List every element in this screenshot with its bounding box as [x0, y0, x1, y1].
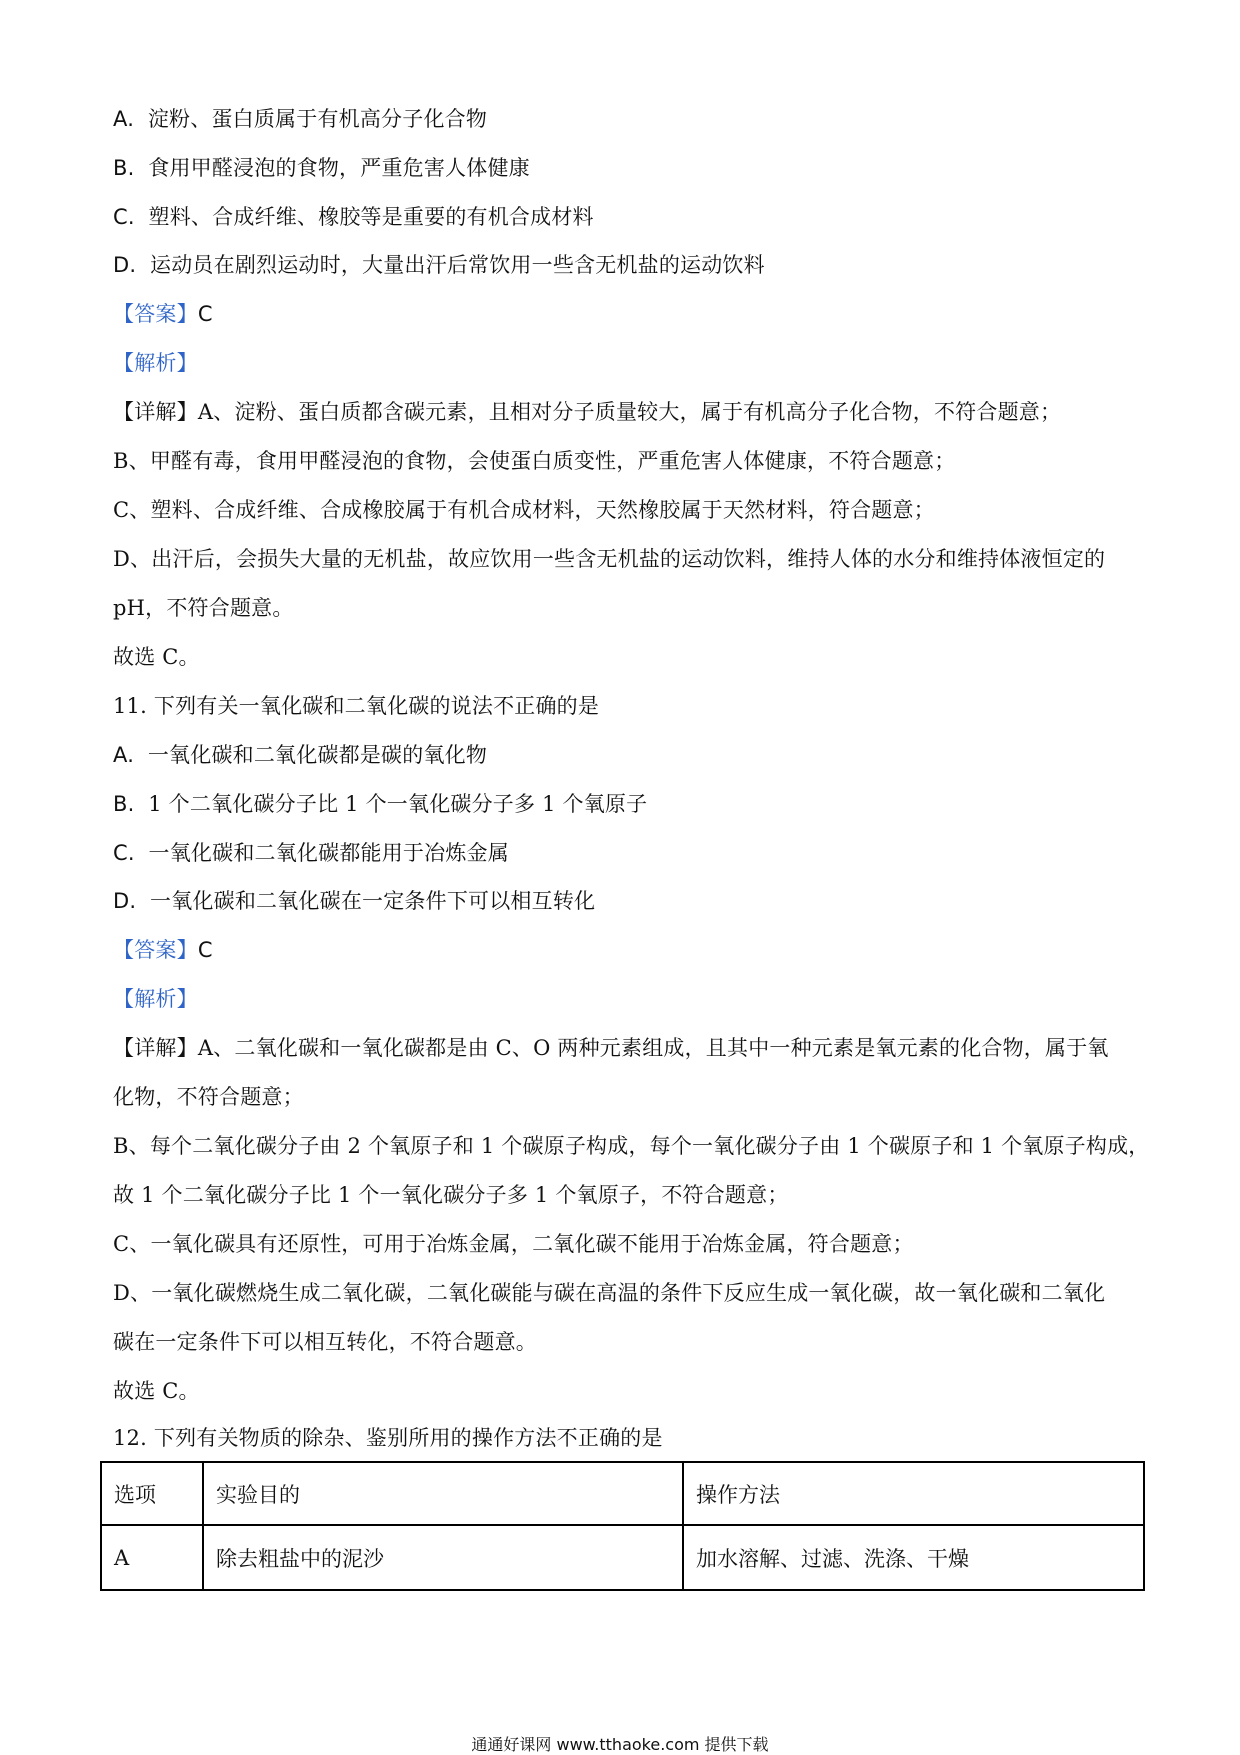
table-cell: 加水溶解、过滤、洗涤、干燥	[683, 1525, 1144, 1590]
q10-detail-line-5: pH，不符合题意。	[113, 596, 294, 620]
table-header-cell: 操作方法	[683, 1462, 1144, 1525]
q10-conclusion: 故选 C。	[113, 645, 200, 669]
table-cell: 除去粗盐中的泥沙	[203, 1525, 683, 1590]
q10-detail-line-4: D、出汗后，会损失大量的无机盐，故应饮用一些含无机盐的运动饮料，维持人体的水分和维持体液恒定的	[113, 547, 1106, 571]
q11-detail-line-5: C、一氧化碳具有还原性，可用于冶炼金属，二氧化碳不能用于冶炼金属，符合题意；	[113, 1232, 914, 1256]
answer-tag: 【答案】	[113, 302, 198, 326]
q10-option-d: D. 运动员在剧烈运动时，大量出汗后常饮用一些含无机盐的运动饮料	[113, 253, 765, 277]
q11-analysis-tag: 【解析】	[113, 987, 198, 1011]
table-header-row	[101, 1462, 1144, 1525]
q11-detail-line-3: B、每个二氧化碳分子由 2 个氧原子和 1 个碳原子构成，每个一氧化碳分子由 1 个碳原子和 1 个氧原子构成，	[113, 1134, 1150, 1158]
q11-option-c: C. 一氧化碳和二氧化碳都能用于冶炼金属	[113, 841, 509, 865]
q10-option-c: C. 塑料、合成纤维、橡胶等是重要的有机合成材料	[113, 205, 594, 229]
q11-answer: 【答案】C	[113, 938, 213, 962]
page-footer: 通通好课网 www.tthaoke.com 提供下载	[471, 1735, 769, 1754]
q10-option-a: A. 淀粉、蛋白质属于有机高分子化合物	[113, 107, 488, 131]
q11-option-d: D. 一氧化碳和二氧化碳在一定条件下可以相互转化	[113, 889, 596, 913]
q11-conclusion: 故选 C。	[113, 1379, 200, 1403]
q10-detail-line-2: B、甲醛有毒，食用甲醛浸泡的食物，会使蛋白质变性，严重危害人体健康，不符合题意；	[113, 449, 956, 473]
q11-stem: 11. 下列有关一氧化碳和二氧化碳的说法不正确的是	[113, 694, 600, 718]
q10-detail-line-1: 【详解】A、淀粉、蛋白质都含碳元素，且相对分子质量较大，属于有机高分子化合物，不符合题意；	[113, 400, 1062, 424]
q11-detail-line-1: 【详解】A、二氧化碳和一氧化碳都是由 C、O 两种元素组成，且其中一种元素是氧元素的化合物，属于氧	[113, 1036, 1109, 1060]
table-cell: A	[101, 1525, 203, 1590]
q11-detail-line-7: 碳在一定条件下可以相互转化，不符合题意。	[113, 1330, 537, 1354]
q11-detail-line-2: 化物，不符合题意；	[113, 1085, 304, 1109]
q12-table	[100, 1461, 1145, 1591]
table-header-cell: 选项	[101, 1462, 203, 1525]
q12-stem: 12. 下列有关物质的除杂、鉴别所用的操作方法不正确的是	[113, 1426, 663, 1450]
q11-option-a: A. 一氧化碳和二氧化碳都是碳的氧化物	[113, 743, 488, 767]
table-header-cell: 实验目的	[203, 1462, 683, 1525]
q11-option-b: B. 1 个二氧化碳分子比 1 个一氧化碳分子多 1 个氧原子	[113, 792, 648, 816]
q10-detail-line-3: C、塑料、合成纤维、合成橡胶属于有机合成材料，天然橡胶属于天然材料，符合题意；	[113, 498, 935, 522]
q10-analysis-tag: 【解析】	[113, 351, 198, 375]
q11-detail-line-6: D、一氧化碳燃烧生成二氧化碳，二氧化碳能与碳在高温的条件下反应生成一氧化碳，故一氧化碳和二氧化	[113, 1281, 1106, 1305]
q10-answer: 【答案】C	[113, 302, 213, 326]
q11-detail-line-4: 故 1 个二氧化碳分子比 1 个一氧化碳分子多 1 个氧原子，不符合题意；	[113, 1183, 789, 1207]
table-row	[101, 1525, 1144, 1590]
q10-option-b: B. 食用甲醛浸泡的食物，严重危害人体健康	[113, 156, 530, 180]
answer-tag: 【答案】	[113, 938, 198, 962]
